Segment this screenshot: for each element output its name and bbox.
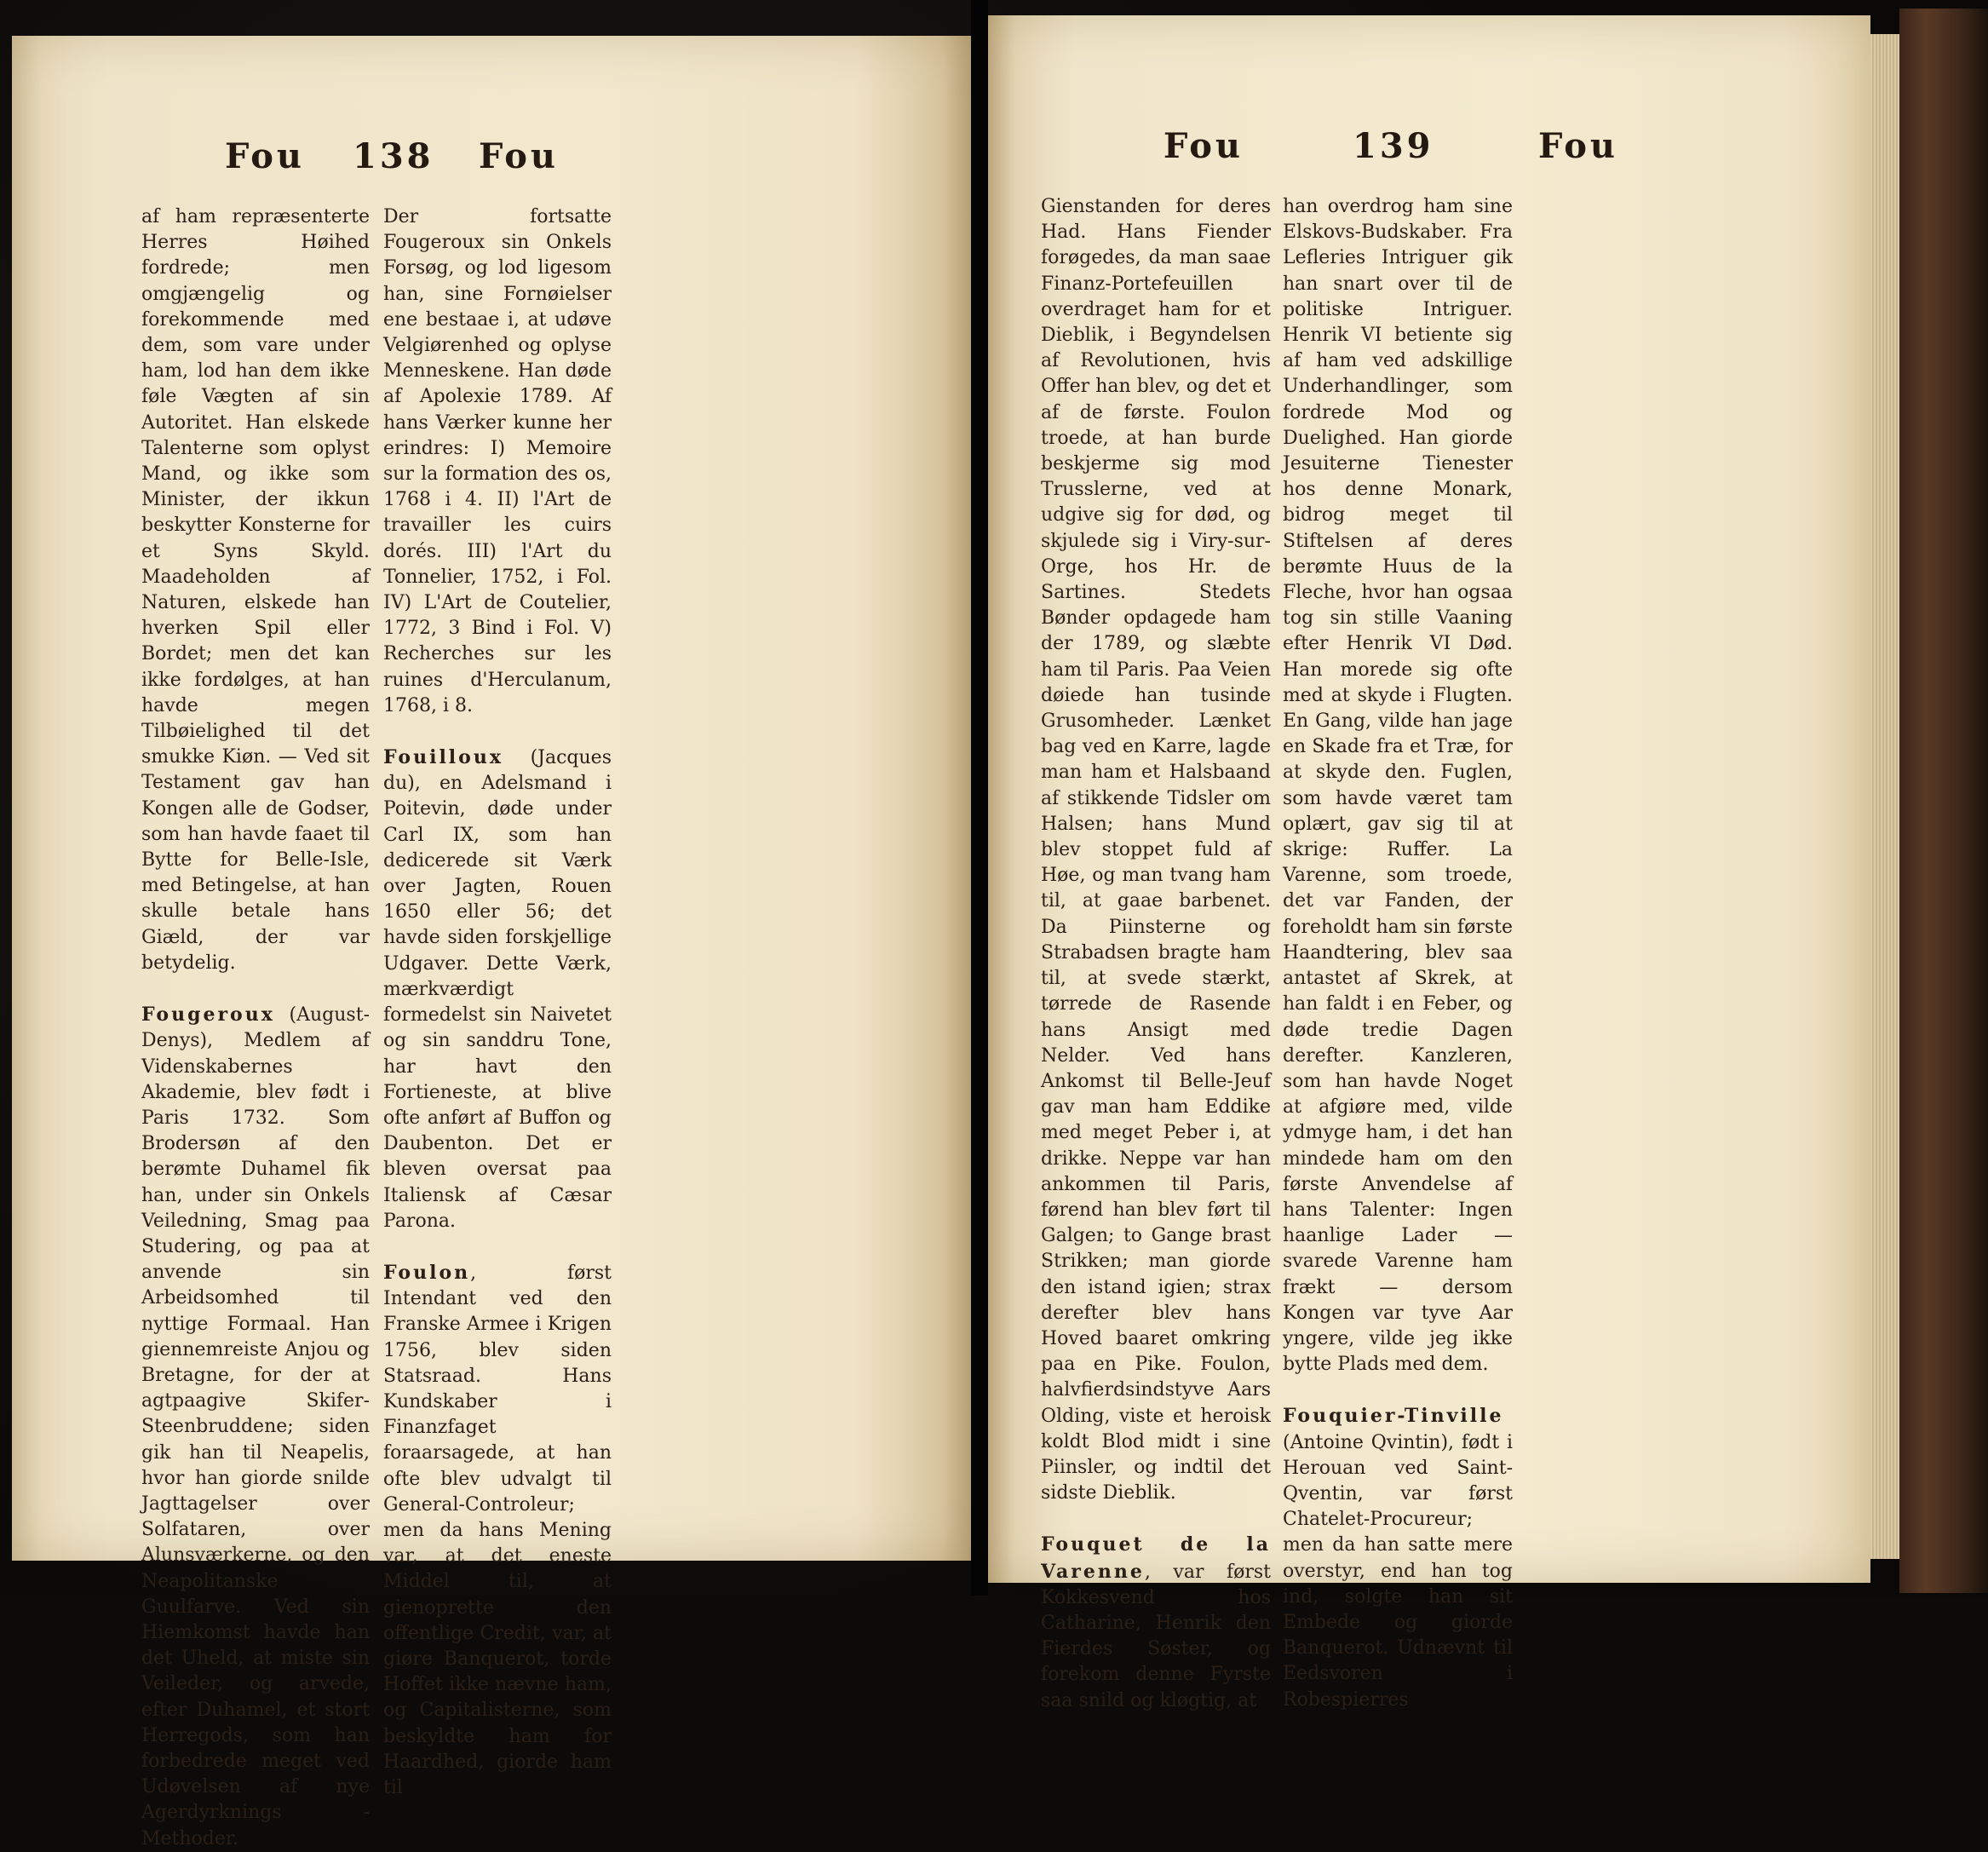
right-page-number: 139 — [1353, 126, 1434, 166]
entry-text: (Antoine Qvintin), født i Herouan ved Saint-Qventin, var først Chatelet-Procureur; men da han satte mere overstyr, end han tog ind, solgte han sit Embede og giorde Banquerot. Udnævnt til Eedsvoren i Robespierres — [1283, 1431, 1513, 1711]
left-page-column-2 — [383, 204, 612, 1801]
entry-fouquet-de-la-varenne — [1041, 1532, 1271, 1713]
entry-continuation — [1041, 194, 1271, 1506]
right-page-column-2 — [1283, 194, 1513, 1713]
entry-text: (Jacques du), en Adelsmand i Poitevin, døde under Carl IX, som han dedicerede sit Værk over Jagten, Rouen 1650 eller 56; det havde siden forskjellige Udgaver. Dette Værk, mærkværdigt formedelst sin Naivetet og sin sanddru Tone, har havt den Fortieneste, at blive ofte anført af Buffon og Daubenton. Det er bleven oversat paa Italiensk af Cæsar Parona. — [383, 747, 612, 1232]
page-fore-edge — [1870, 34, 1899, 1559]
right-running-head — [988, 126, 1870, 194]
right-head-word-right: Fou — [1538, 126, 1618, 166]
entry-fouquier-tinville — [1283, 1403, 1513, 1712]
entry-text: (August-Denys), Medlem af Videnskabernes Akademie, blev født i Paris 1732. Som Brodersøn af den berømte Duhamel fik han, under sin Onkels Veiledning, Smag paa Studering, og paa at anvende sin Arbeidsomhed til nyttige Formaal. Han giennemreiste Anjou og Bretagne, for der at agtpaagive Skifer-Steenbruddene; siden gik han til Neapelis, hvor han giorde snilde Jagttagelser over Solfataren, over Alunsværkerne, og den Neapolitanske Guulfarve. Ved sin Hiemkomst havde han det Uheld, at miste sin Veileder, og arvede, efter Duhamel, et stort Herregods, som han forbedrede meget ved Udøvelsen af nye Agerdyrknings - Methoder. — [141, 1004, 370, 1849]
book-gutter — [971, 0, 988, 1596]
entry-foulon — [383, 1260, 612, 1801]
left-head-word-left: Fou — [225, 136, 305, 176]
left-head-word-right: Fou — [479, 136, 559, 176]
entry-headword: Fouilloux — [383, 746, 503, 769]
left-running-head — [12, 136, 971, 204]
left-page-column-1 — [141, 204, 370, 1852]
entry-text: , først Intendant ved den Franske Armee i Krigen 1756, blev siden Statsraad. Hans Kundskaber i Finanzfaget foraarsagede, at han ofte blev udvalgt til General-Controleur; men da hans Mening var, at det eneste Middel til, at gienoprette den offentlige Credit, var, at giøre Banquerot, torde Hoffet ikke nævne ham, og Capitalisterne, som beskyldte ham for Haardhed, giorde ham til — [383, 1262, 612, 1798]
right-page — [988, 15, 1870, 1711]
entry-text: Gienstanden for deres Had. Hans Fiender forøgedes, da man saae Finanz-Portefeuillen overdraget ham for et Dieblik, i Begyndelsen af Revolutionen, hvis Offer han blev, og det et af de første. Foulon troede, at han burde beskjerme sig mod Trusslerne, ved at udgive sig for død, og skjulede sig i Viry-sur-Orge, hos Hr. de Sartines. Stedets Bønder opdagede ham der 1789, og slæbte ham til Paris. Paa Veien døiede han tusinde Grusomheder. Lænket bag ved en Karre, lagde man ham et Halsbaand af stikkende Tidsler om Halsen; hans Mund blev stoppet fuld af Høe, og man tvang ham til, at gaae barbenet. Da Piinsterne og Strabadsen bragte ham til, at svede stærkt, tørrede de Rasende hans Ansigt med Nelder. Ved hans Ankomst til Belle-Jeuf gav man ham Eddike med meget Peber i, at drikke. Neppe var han ankommen til Paris, førend han blev ført til Galgen; to Gange brast Strikken; man giorde den istand igien; strax derefter blev hans Hoved baaret omkring paa en Pike. Foulon, halvfierdsindstyve Aars Olding, viste et heroisk koldt Blod midt i sine Piinsler, og indtil det sidste Dieblik. — [1041, 196, 1271, 1504]
entry-headword: Fouquet de la Varenne — [1041, 1533, 1271, 1583]
entry-headword: Fouquier-Tinville — [1283, 1405, 1504, 1428]
entry-headword: Fougeroux — [141, 1004, 275, 1027]
entry-text: , var først Kokkesvend hos Catharine, Henrik den Fierdes Søster, og forekom denne Fyrste saa snild og kløgtig, at — [1041, 1561, 1271, 1711]
entry-continuation — [1283, 194, 1513, 1377]
entry-text: han overdrog ham sine Elskovs-Budskaber. Fra Lefleries Intriguer gik han snart over til de politiske Intriguer. Henrik VI betiente sig af ham ved adskillige Underhandlinger, som fordrede Mod og Duelighed. Han giorde Jesuiterne Tienester hos denne Monark, bidrog meget til Stiftelsen af deres berømte Huus de la Fleche, hvor han ogsaa tog sin stille Vaaning efter Henrik VI Død. Han morede sig ofte med at skyde i Flugten. En Gang, vilde han jage en Skade fra et Træ, for at skyde den. Fuglen, som havde været tam oplært, gav sig til at skrige: Ruffer. La Varenne, som troede, det var Fanden, der foreholdt ham sin første Haandtering, blev saa antastet af Skrek, at han faldt i en Feber, og døde tredie Dagen derefter. Kanzleren, som han havde Noget at afgiøre med, vilde ydmyge ham, i det han mindede ham om den første Anvendelse af hans Talenter: Ingen haanlige Lader — svarede Varenne ham frækt — dersom Kongen var tyve Aar yngere, vilde jeg ikke bytte Plads med dem. — [1283, 196, 1513, 1376]
entry-headword: Foulon — [383, 1261, 471, 1284]
right-page-column-1 — [1041, 194, 1271, 1714]
entry-continuation — [141, 204, 370, 976]
entry-text: af ham repræsenterte Herres Høihed fordrede; men omgjængelig og forekommende med dem, som vare under ham, lod han dem ikke føle Vægten af sin Autoritet. Han elskede Talenterne som oplyst Mand, og ikke som Minister, der ikkun beskytter Konsterne for et Syns Skyld. Maadeholden af Naturen, elskede han hverken Spil eller Bordet; men det kan ikke fordølges, at han havde megen Tilbøielighed til det smukke Kiøn. — Ved sit Testament gav han Kongen alle de Godser, som han havde faaet til Bytte for Belle-Isle, med Betingelse, at han skulle betale hans Giæld, der var betydelig. — [141, 206, 370, 974]
entry-continuation — [383, 204, 612, 719]
right-head-word-left: Fou — [1163, 126, 1244, 166]
entry-text: Der fortsatte Fougeroux sin Onkels Forsøg, og lod ligesom han, sine Fornøielser ene bestaae i, at udøve Velgiørenhed og oplyse Menneskene. Han døde af Apolexie 1789. Af hans Værker kunne her erindres: I) Memoire sur la formation des os, 1768 i 4. II) l'Art de travailler les cuirs dorés. III) l'Art du Tonnelier, 1752, i Fol. IV) L'Art de Coutelier, 1772, 3 Bind i Fol. V) Recherches sur les ruines d'Herculanum, 1768, i 8. — [383, 206, 612, 716]
left-page-number: 138 — [353, 136, 434, 176]
entry-fouilloux — [383, 745, 612, 1234]
book-cover-edge — [1899, 9, 1988, 1593]
left-page — [12, 36, 971, 1849]
entry-fougeroux — [141, 1002, 370, 1852]
